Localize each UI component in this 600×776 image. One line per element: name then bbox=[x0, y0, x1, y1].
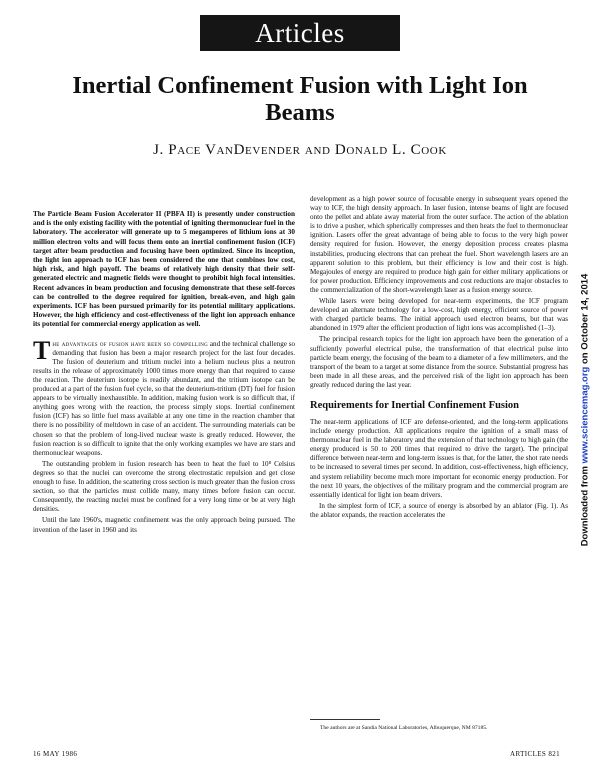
footer-date: 16 MAY 1986 bbox=[33, 750, 78, 758]
abstract: The Particle Beam Fusion Accelerator II (PBFA II) is presently under construction and is the only existing facility with the potential of igniting thermonuclear fuel in the laboratory. The accelerator will generate up to 5 megamperes of lithium ions at 30 million electron volts and will focus them onto an inertial confinement fusion (ICF) target after beam production and focusing have been optimized. Since its inception, the light ion approach to ICF has been considered the one that combines low cost, high risk, and high payoff. The beams of relatively high density that their self-generated electric and magnetic fields were thought to prohibit high focal intensities. Recent advances in beam production and focusing demonstrate that these self-forces can be controlled to the degree required for ignition, break-even, and high gain experiments. ICF has been pursued primarily for its potential military applications. However, the high efficiency and cost-effectiveness of the light ion approach enhance its potential for commercial energy application as well. bbox=[33, 210, 295, 329]
intro-paragraph bbox=[33, 335, 295, 458]
body-paragraph: development as a high power source of focusable energy in subsequent years opened the way to ICF, the high density approach. In laser fusion, intense beams of light are focused onto the pellet and ablate away material from the outer surface. The action of the ablation is to drive a pusher, which spherically compresses and then heats the fuel to thermonuclear ignition. Lasers offer the great advantage of being able to focus to the very high power density required for fusion. However, the energy deposition process creates plasma instabilities, producing electrons that can preheat the fuel. Short wavelength lasers are an apparent solution to this problem, but their efficiency is low and their cost is high. Megajoules of energy are required to produce high gain for either military applications or for power production. Efficiency improvements and cost reductions are major obstacles to the commercialization of the short-wavelength laser as a fusion energy source. bbox=[310, 195, 568, 294]
right-column bbox=[310, 195, 568, 522]
download-watermark-prefix: Downloaded from bbox=[579, 463, 591, 547]
drop-cap: T bbox=[33, 335, 51, 365]
article-authors: J. Pace VanDevender and Donald L. Cook bbox=[153, 142, 447, 158]
footer-page-label: ARTICLES 821 bbox=[510, 750, 561, 758]
footnote-divider bbox=[310, 719, 380, 720]
body-paragraph: The outstanding problem in fusion research has been to heat the fuel to 10⁸ Celsius degrees so that the nuclei can overcome the strong electrostatic repulsion and get close enough to fuse. In addition, the scattering cross section is much greater than the fusion cross section, so that the particles must collide many, many times before fusion can occur. Consequently, the reacting nuclei must be confined for a very long time or be at very high densities. bbox=[33, 459, 295, 514]
download-watermark bbox=[580, 274, 591, 547]
intro-body: and the technical challenge so demanding that fusion has been a major research project for the last four decades. The fusion of deuterium and tritium nuclei into a helium nucleus plus a neutron results in the release of approximately 1000 times more energy than that required to cause the reaction. The deuterium isotope is readily abundant, and the tritium isotope can be produced at a part of the fusion fuel cycle, so that the deuterium-tritium (DT) fuel for fusion appears to be virtually inexhaustible. In addition, making fusion work is so difficult that, if anything goes wrong with the reaction, the process simply stops. Inertial confinement fusion (ICF) has so little fuel mass available at any one time in the reaction chamber that there is no possibility of meltdown in case of an accident. The surrounding materials can be chosen so that the problem of long-lived nuclear waste is greatly reduced. However, the fusion reaction is so difficult to ignite that the only working examples we have are stars and thermonuclear weapons. bbox=[33, 339, 295, 457]
download-watermark-suffix: on October 14, 2014 bbox=[579, 273, 591, 367]
download-watermark-link[interactable]: www.sciencemag.org bbox=[579, 366, 591, 464]
body-paragraph: In the simplest form of ICF, a source of energy is absorbed by an ablator (Fig. 1). As the ablator expands, the reaction accelerates the bbox=[310, 501, 568, 519]
body-paragraph: While lasers were being developed for near-term experiments, the ICF program developed an alternate technology for a low-cost, high energy, efficient source of power with charged particle beams. The initial approach used electron beams, but that was abandoned in 1979 after the efficient production of light ions was accomplished (1–3). bbox=[310, 297, 568, 333]
section-heading: Requirements for Inertial Confinement Fusion bbox=[310, 399, 520, 411]
section-header-bar: Articles bbox=[200, 15, 400, 51]
left-column bbox=[33, 210, 295, 537]
intro-lead: he advantages of fusion have been so compelling bbox=[52, 339, 209, 348]
author-affiliation-footnote: The authors are at Sandia National Laboratories, Albuquerque, NM 87185. bbox=[320, 725, 488, 731]
body-paragraph: The near-term applications of ICF are defense-oriented, and the long-term applications include energy production. All applications require the ignition of a small mass of thermonuclear fuel in the laboratory and the extension of that technology to high gain (the energy produced is 50 to 200 times that required to drive the target). The principal difference between near-term and long-term issues is that, for the latter, the shot rate needs to be increased to several times per second. In addition, cost-effectiveness, high efficiency, and system reliability become much more important for economic energy production. For the next 10 years, the objectives of the military program and the commercial program are essentially identical for light ion beam drivers. bbox=[310, 417, 568, 499]
body-paragraph: The principal research topics for the light ion approach have been the generation of a sufficiently powerful electrical pulse, the transformation of that electrical pulse into particle beam energy, the focusing of the beam to a diameter of a few millimeters, and the transport of the beam to a target at some distance from the source. Substantial progress has been made in all these areas, and the perceived risk of the light ion approach has been greatly reduced during the last year. bbox=[310, 335, 568, 389]
article-title: Inertial Confinement Fusion with Light Ion Beams bbox=[72, 72, 528, 126]
body-paragraph: Until the late 1960's, magnetic confinement was the only approach being pursued. The invention of the laser in 1960 and its bbox=[33, 516, 295, 534]
